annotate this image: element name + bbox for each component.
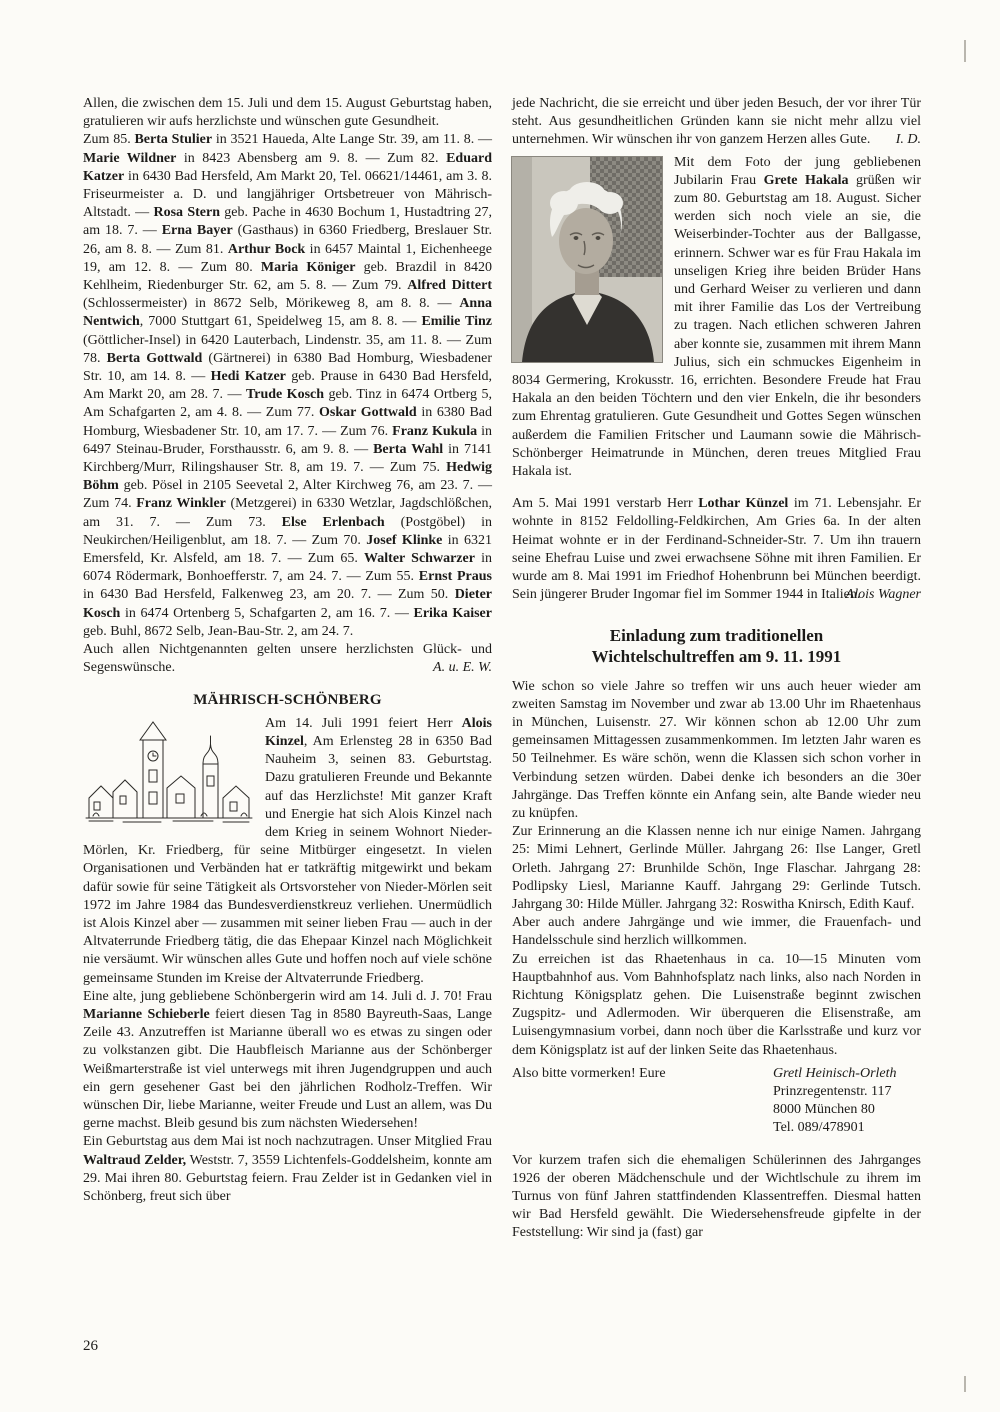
vormerken-row <box>512 1065 921 1138</box>
signature-address-1: Prinzregentenstr. 117 <box>773 1083 892 1099</box>
reunion-paragraph: Vor kurzem trafen sich die ehemaligen Schülerinnen des Jahrganges 1926 der oberen Mädchenschule und der Wichtlschule zu ihrem im Turnus von fünf Jahren stattfindenden Klassentreffen. Diesmal hatten wir Bad Hersfeld gewählt. Die Wiedersehensfreude gipfelte in der Feststellung: Wir sind ja (fast) gar <box>512 1152 921 1241</box>
schieberle-paragraph: Eine alte, jung gebliebene Schönbergerin wird am 14. Juli d. J. 70! Frau Marianne Schieberle feiert diesen Tag in 8580 Bayreuth-Saas, Lange Zeile 43. Anzutreffen ist Marianne überall wo es etwas zu singen oder zu volkstanzen gibt. Die Haubfleisch Marianne aus der Schönberger Weißmarterstraße ist viel unterwegs mit ihren Jugendgruppen und auch ein gern gesehener Gast bei den jährlichen Rodholz-Treffen. Wir wünschen Dir, liebe Marianne, weiter Freude und Lust an allem, was Du gerne machst. Bleib gesund bis zum nächsten Wiedersehen! <box>83 988 493 1132</box>
intro-paragraph: Allen, die zwischen dem 15. Juli und dem 15. August Geburtstag haben, gratulieren wir aufs herzlichste und wünschen gute Gesundheit. <box>83 96 492 130</box>
continuation-paragraph: jede Nachricht, die sie erreicht und über jeden Besuch, der vor ihrer Tür steht. Aus gesundheitlichen Gründen kann sie nicht mehr allzu viel unternehmen. Wir wünschen ihr von ganzem Herzen alles Gute. <box>512 96 921 148</box>
scan-mark-top <box>964 40 966 62</box>
invitation-heading-line2: Wichtelschultreffen am 9. 11. 1991 <box>591 646 842 666</box>
hakala-article <box>512 154 921 482</box>
page-number: 26 <box>83 1338 98 1354</box>
signature-block <box>773 1065 921 1138</box>
kinzel-article <box>83 715 492 988</box>
zelder-paragraph: Ein Geburtstag aus dem Mai ist noch nachzutragen. Unser Mitglied Frau Waltraud Zelder, Weststr. 7, 3559 Lichtenfels-Goddelsheim, konnte am 29. Mai ihren 80. Geburtstag feiern. Frau Zelder ist in Gedanken viel in Schönberg, freut sich über <box>83 1134 493 1204</box>
vormerken-line: Also bitte vormerken! Eure <box>512 1065 666 1081</box>
section-heading-maehrisch-schoenberg: MÄHRISCH-SCHÖNBERG <box>193 691 382 708</box>
signature-name: Gretl Heinisch-Orleth <box>773 1065 897 1081</box>
obituary-signature: Alois Wagner <box>845 587 921 603</box>
page-content <box>83 95 921 1243</box>
birthday-list-paragraph: Zum 85. Berta Stulier in 3521 Haueda, Alte Lange Str. 39, am 11. 8. — Marie Wildner in 8423 Abensberg am 9. 8. — Zum 82. Eduard Katzer in 6430 Bad Hersfeld, Am Markt 20, Tel. 06621/14461, am 3. 8. Friseurmeister a. D. und langjähriger Ortsbetreuer von Mährisch-Altstadt. — Rosa Stern geb. Pache in 4630 Bochum 1, Hustadtring 27, am 18. 7. — Erna Bayer (Gasthaus) in 6360 Friedberg, Breslauer Str. 26, am 8. 8. — Zum 81. Arthur Bock in 6457 Maintal 1, Eichenheege 19, am 12. 8. — Zum 80. Maria Königer geb. Brazdil in 8420 Kehlheim, Riedenburger Str. 62, am 5. 8. — Zum 79. Alfred Dittert (Schlossermeister) in 8672 Selb, Mörikeweg 8, am 8. 8. — Anna Nentwich, 7000 Stuttgart 61, Speidelweg 15, am 8. 8. — Emilie Tinz (Göttlicher-Insel) in 6420 Lauterbach, Lindenstr. 35, am 11. 8. — Zum 78. Berta Gottwald (Gärtnerei) in 6380 Bad Homburg, Wiesbadener Str. 10, am 14. 8. — Hedi Katzer geb. Prause in 6430 Bad Hersfeld, Am Markt 20, am 28. 7. — Trude Kosch geb. Tinz in 6474 Ortberg 5, Am Schafgarten 2, am 4. 8. — Zum 77. Oskar Gottwald in 6380 Bad Homburg, Wiesbadener Str. 10, am 17. 7. — Zum 76. Franz Kukula in 6497 Steinau-Bruder, Forsthausstr. 6, am 9. 8. — Berta Wahl in 7141 Kirchberg/Murr, Rilingshauser Str. 8, am 19. 7. — Zum 75. Hedwig Böhm geb. Pösel in 2105 Seevetal 2, Alter Kirchweg 76, am 23. 7. — Zum 74. Franz Winkler (Metzgerei) in 6330 Wetzlar, Jagdschlößchen, am 31. 7. — Zum 73. Else Erlenbach (Postgöbel) in Neukirchen/Heiligenblut, am 18. 7. — Zum 70. Josef Klinke in 6321 Emersfeld, Kr. Alsfeld, am 18. 7. — Zum 65. Walter Schwarzer in 6074 Rödermark, Bonhoefferstr. 7, am 24. 7. — Zum 55. Ernst Praus in 6430 Bad Hersfeld, Falkenweg 23, am 20. 7. — Zum 50. Dieter Kosch in 6474 Ortenberg 5, Schafgarten 2, am 16. 7. — Erika Kaiser geb. Buhl, 8672 Selb, Jean-Bau-Str. 2, am 24. 7. <box>83 132 493 639</box>
kuenzel-obituary: Am 5. Mai 1991 verstarb Herr Lothar Künzel im 71. Lebensjahr. Er wohnte in 8152 Feldolling-Feldkirchen, Am Gries 6a. In der alten Heimat wohnte er in der Ferdinand-Schneider-Str. 7. Um ihn trauern seine Ehefrau Luise und zwei erwachsene Söhne mit ihren Familien. Er wurde am 8. Mai 1991 im Friedhof Hohenbrunn bei München beerdigt. Sein jüngerer Bruder Ingomar fiel im Sommer 1944 in Italien. <box>512 496 921 603</box>
invitation-paragraph-1: Wie schon so viele Jahre so treffen wir uns auch heuer wieder am zweiten Samstag im November und zwar ab 13.00 Uhr im Rhaetenhaus in München, Luisenstr. 27. Wir können schon ab 12.00 Uhr zum gemeinsamen Mittagessen zusammenkommen. Im letzten Jahr waren es 50 Teilnehmer. Es wäre schön, wenn die Klassen sich schon vorher in Verbindung setzen würden. Dabei denke ich besonders an die 30er Jahrgänge. Das Treffen könnte ein Anfang sein, alte Bande wieder neu zu knüpfen. <box>512 678 921 821</box>
closing-paragraph: Auch allen Nichtgenannten gelten unsere herzlichsten Glück- und Segenswünsche. <box>83 642 492 676</box>
hakala-text: Mit dem Foto der jung gebliebenen Jubilarin Frau Grete Hakala grüßen wir zum 80. Geburtstag am 18. August. Sicher werden sich noch viele an sie, die Weiserbinder-Tochter aus der Ballgasse, erinnern. Schwer war es für Frau Hakala im unseligen Krieg ihre beiden Brüder Hans und Gerhard Weiser zu verlieren und dann mit ihrer Familie das Los der Vertreibung zu tragen. Nach etlichen schweren Jahren aber konnte sie, zusammen mit ihrem Mann Julius, sich ein schmuckes Eigenheim in 8034 Germering, Krokusstr. 16, errichten. Besondere Freude hat Frau Hakala an den beiden Töchtern und den vier Enkeln, die ihr besonders zum Ehrentag gratulieren. Gute Gesundheit und Gottes Segen wünschen außerdem die Familien Fritscher und Laumann sowie die Mährisch-Schönberger Heimatrunde in München, deren treues Mitglied Frau Hakala ist. <box>512 154 921 480</box>
column-left <box>83 95 492 1243</box>
signature-address-2: 8000 München 80 <box>773 1102 875 1118</box>
closing-signature: A. u. E. W. <box>433 660 492 676</box>
scan-mark-bottom <box>964 1376 966 1392</box>
invitation-paragraph-3: Aber auch andere Jahrgänge und wie immer, die Frauenfach- und Handelsschule sind herzlich willkommen. <box>512 915 921 949</box>
invitation-heading <box>522 625 911 667</box>
invitation-paragraph-2: Zur Erinnerung an die Klassen nenne ich nur einige Namen. Jahrgang 25: Mimi Lehnert, Gerlinde Müller. Jahrgang 26: Ilse Langer, Gretl Orleth. Jahrgang 27: Brunhilde Schön, Inge Flaschar. Jahrgang 28: Podlipsky Liesl, Marianne Kauff. Jahrgang 29: Gerlinde Tutsch. Jahrgang 30: Hilde Müller. Jahrgang 32: Roswitha Knirsch, Edith Kauf. <box>512 824 921 912</box>
invitation-heading-line1: Einladung zum traditionellen <box>609 625 824 645</box>
kinzel-text: Am 14. Juli 1991 feiert Herr Alois Kinzel, Am Erlensteg 28 in 6350 Bad Nauheim 3, seinen 83. Geburtstag. Dazu gratulieren Freunde und Bekannte auf das Herzlichste! Mit ganzer Kraft und Energie hat sich Alois Kinzel nach dem Krieg in seinem Wohnort Nieder-Mörlen, Kr. Friedberg, für seine Mitbürger eingesetzt. In vielen Organisationen und Verbänden hat er tatkräftig mitgewirkt und bekam dafür sowie für seine Tätigkeit als Ortsvorsteher von Nieder-Mörlen seit 1972 im Jahre 1984 das Bundesverdienstkreuz verliehen. Unermüdlich ist Alois Kinzel aber — zusammen mit seiner lieben Frau — auch in der Altvaterrunde Friedberg tätig, die das Ehepaar Kinzel nach Möglichkeit nie versäumt. Wir wünschen alles Gute und hoffen noch auf viele schöne gemeinsame Stunden im Kreise der Altvaterrunde Friedberg. <box>83 715 492 986</box>
column-right <box>512 95 921 1243</box>
signature-phone: Tel. 089/478901 <box>773 1120 865 1136</box>
invitation-paragraph-4: Zu erreichen ist das Rhaetenhaus in ca. 10—15 Minuten vom Hauptbahnhof aus. Vom Bahnhofsplatz nach links, also nach Norden in Richtung Königsplatz gehen. Die Luisenstraße beginnt zwischen Zugspitz- und Adlermoden. Wir überqueren die Elisenstraße, am Luisengymnasium vorbei, dann noch über die Karlsstraße und kurz vor dem Königsplatz ist auf der linken Seite das Rhaetenhaus. <box>512 951 921 1058</box>
portrait-photo <box>512 157 662 362</box>
town-line-drawing-illustration <box>83 718 255 824</box>
continuation-signature: I. D. <box>895 132 921 148</box>
